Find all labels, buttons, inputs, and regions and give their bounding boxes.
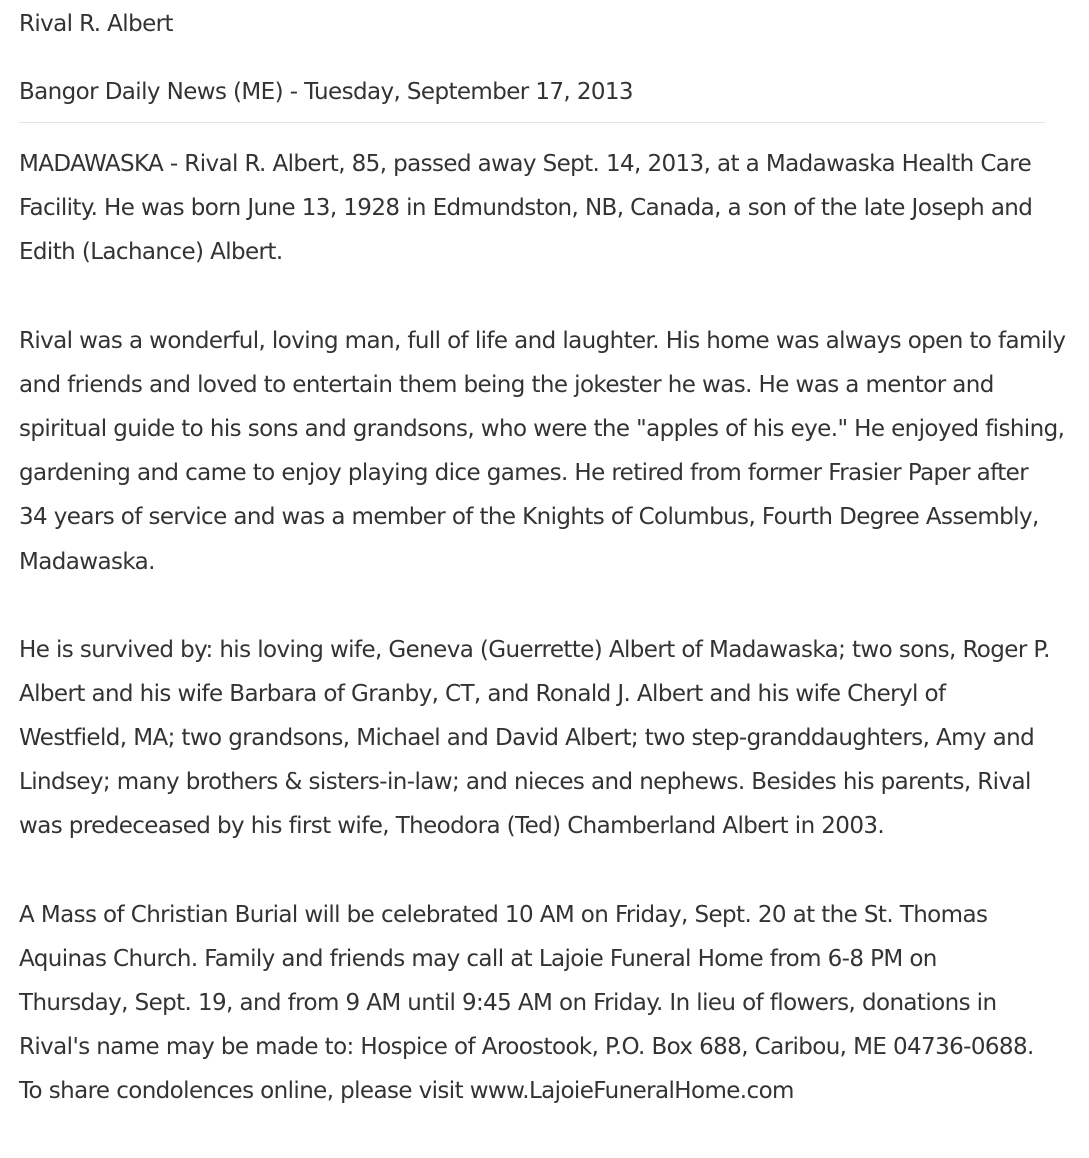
text-line: Rival's name may be made to: Hospice of Aroostook, P.O. Box 688, Caribou, ME 04736-0688. <box>19 1034 1034 1061</box>
obituary-body <box>19 142 1069 1158</box>
text-line: and friends and loved to entertain them being the jokester he was. He was a mentor and <box>19 371 994 398</box>
header-divider <box>19 122 1045 123</box>
text-line: Madawaska. <box>19 548 155 575</box>
text-line: To share condolences online, please visit www.LajoieFuneralHome.com <box>19 1078 794 1105</box>
text-line: Facility. He was born June 13, 1928 in Edmundston, NB, Canada, a son of the late Joseph and <box>19 195 1033 222</box>
text-line: was predeceased by his first wife, Theodora (Ted) Chamberland Albert in 2003. <box>19 813 885 840</box>
text-line: Lindsey; many brothers & sisters-in-law; and nieces and nephews. Besides his parents, Rival <box>19 769 1031 796</box>
text-line: Aquinas Church. Family and friends may call at Lajoie Funeral Home from 6-8 PM on <box>19 945 937 972</box>
text-line: A Mass of Christian Burial will be celebrated 10 AM on Friday, Sept. 20 at the St. Thomas <box>19 901 988 928</box>
text-line: Westfield, MA; two grandsons, Michael and David Albert; two step-granddaughters, Amy and <box>19 725 1035 752</box>
publication-source-line: Bangor Daily News (ME) - Tuesday, September 17, 2013 <box>19 79 633 105</box>
paragraph-life-description <box>19 319 1069 584</box>
text-line: Albert and his wife Barbara of Granby, CT, and Ronald J. Albert and his wife Cheryl of <box>19 680 946 707</box>
paragraph-survivors <box>19 628 1069 849</box>
text-line: gardening and came to enjoy playing dice games. He retired from former Frasier Paper after <box>19 460 1029 487</box>
paragraph-service-details <box>19 893 1069 1114</box>
text-line: Thursday, Sept. 19, and from 9 AM until 9:45 AM on Friday. In lieu of flowers, donations in <box>19 990 997 1016</box>
paragraph-death-announcement <box>19 142 1069 275</box>
text-line: spiritual guide to his sons and grandsons, who were the "apples of his eye." He enjoyed fishing, <box>19 415 1065 442</box>
text-line: 34 years of service and was a member of the Knights of Columbus, Fourth Degree Assembly, <box>19 504 1039 531</box>
text-line: Rival was a wonderful, loving man, full of life and laughter. His home was always open to family <box>19 327 1066 354</box>
text-line: Edith (Lachance) Albert. <box>19 239 283 266</box>
text-line: He is survived by: his loving wife, Geneva (Guerrette) Albert of Madawaska; two sons, Roger P. <box>19 636 1050 663</box>
obituary-title: Rival R. Albert <box>19 11 173 37</box>
text-line: MADAWASKA - Rival R. Albert, 85, passed away Sept. 14, 2013, at a Madawaska Health Care <box>19 151 1032 177</box>
